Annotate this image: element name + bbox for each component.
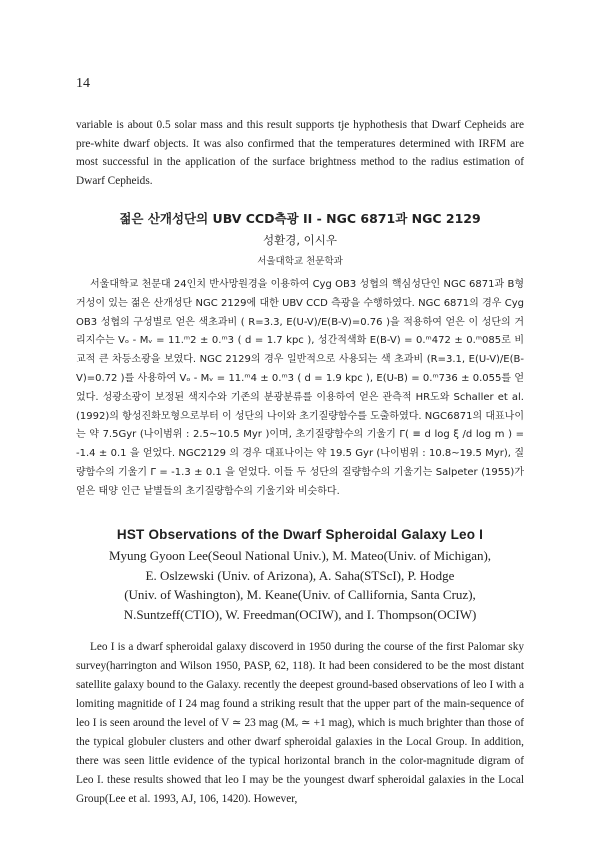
abstract-continuation: [76, 116, 524, 190]
english-paper-abstract: [76, 638, 524, 809]
english-paper-authors: [76, 546, 524, 624]
korean-paper-authors: 성환경, 이시우: [263, 233, 337, 247]
korean-paper-abstract: [76, 276, 524, 502]
author-line: (Univ. of Washington), M. Keane(Univ. of Callifornia, Santa Cruz),: [124, 587, 476, 602]
author-line: N.Suntzeff(CTIO), W. Freedman(OCIW), and I. Thompson(OCIW): [123, 606, 477, 622]
page-number: 14: [76, 76, 90, 91]
korean-paper-abstract-text: 서울대학교 천문대 24인치 반사망원경을 이용하여 Cyg OB3 성협의 핵심성단인 NGC 6871과 B형 거성이 있는 젊은 산개성단 NGC 2129에 대한 UBV CCD 측광을 수행하였다. NGC 6871의 경우 Cyg OB3 성협의 구성별로 얻은 색초과비 ( R=3.3, E(U-V)/E(B-V)=0.76 )을 적용하여 얻은 이 성단의 거리지수는 Vₒ - Mᵥ = 11.ᵐ2 ± 0.ᵐ3 ( d = 1.7 kpc ), 성간적색화 E(B-V) = 0.ᵐ472 ± 0.ᵐ085로 비교적 큰 차등소광을 보였다. NGC 2129의 경우 일반적으로 사용되는 색 초과비 (R=3.1, E(U-V)/E(B-V)=0.72 )를 사용하여 Vₒ - Mᵥ = 11.ᵐ4 ± 0.ᵐ3 ( d = 1.9 kpc ), E(U-B) = 0.ᵐ736 ± 0.055를 얻었다. 성광소광이 보정된 색지수와 기존의 분광분류를 이용하여 얻은 관측적 HR도와 Schaller et al. (1992)의 항성진화모형으로부터 이 성단의 나이와 초기질량함수를 도출하였다. NGC6871의 대표나이는 약 7.5Gyr (나이범위 : 2.5~10.5 Myr )이며, 초기질량함수의 기울기 Γ( ≡ d log ξ /d log m ) = -1.4 ± 0.1 을 얻었다. NGC2129 의 경우 대표나이는 약 19.5 Gyr (나이범위 : 10.8~19.5 Myr), 질량함수의 기울기 Γ = -1.3 ± 0.1 을 얻었다. 이들 두 성단의 질량함수의 기울기는 Salpeter (1955)가 얻은 태양 인근 낱별들의 초기질량함수의 기울기와 비슷하다.: [76, 279, 524, 497]
english-paper-title: HST Observations of the Dwarf Spheroidal Galaxy Leo I: [116, 527, 484, 542]
english-paper-abstract-text: Leo I is a dwarf spheroidal galaxy discoverd in 1950 during the course of the first Palomar sky survey(harrington and Wilson 1950, PASP, 62, 118). It had been considered to be the most distant satellite galaxy bound to the Galaxy. recently the deepest ground-based observations of leo I with a lomiting magnitide of I 24 mag found a striking result that the upper part of the main-sequence of leo I is seen around the level of V ≃ 23 mag (Mᵥ ≃ +1 mag), which is much brighter than those of the typical globuler clusters and other dwarf spheroidal galaxies in the Local Group. In addition, there was seen little evidence of the typical horizontal branch in the color-magnitude digram of Leo I. these results showed that leo I may be the youngest dwarf spheroidal galaxies in the Local Group(Lee et al. 1993, AJ, 106, 1420). However,: [76, 641, 524, 805]
abstract-continuation-text: variable is about 0.5 solar mass and this result supports tje hyphothesis that Dwarf Cepheids are pre-white dwarf objects. It was also confirmed that the temperatures determined with IRFM are most successful in the application of the surface brightness method to the radius estimation of Dwarf Cepheids.: [76, 119, 524, 187]
korean-paper-affiliation: 서울대학교 천문학과: [257, 256, 343, 267]
author-line: Myung Gyoon Lee(Seoul National Univ.), M. Mateo(Univ. of Michigan),: [108, 548, 492, 563]
author-line: E. Oslzewski (Univ. of Arizona), A. Saha(STScI), P. Hodge: [145, 567, 455, 583]
korean-paper-title: 젊은 산개성단의 UBV CCD측광 II - NGC 6871과 NGC 2129: [119, 211, 481, 226]
